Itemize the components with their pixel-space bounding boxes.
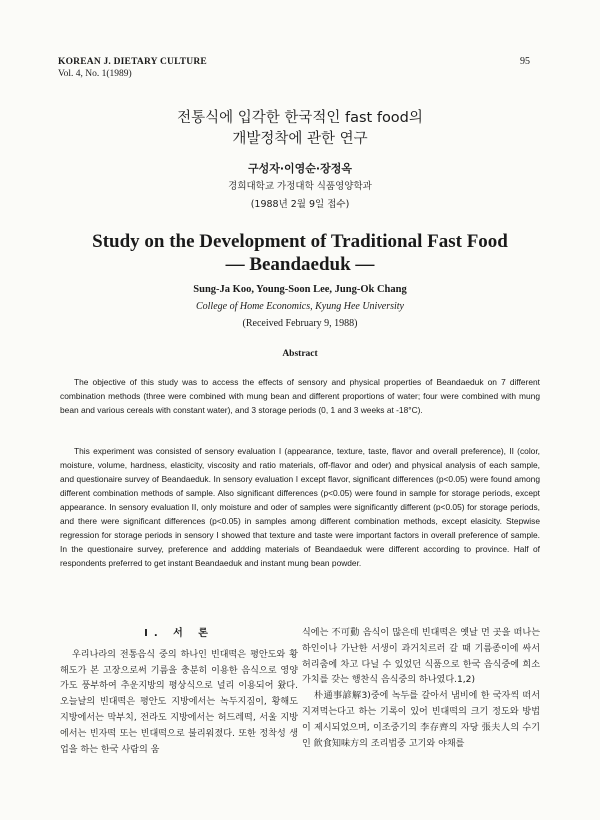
korean-title <box>0 108 600 150</box>
english-title-line1: Study on the Development of Traditional Fast Food <box>92 231 508 252</box>
section-heading-introduction: I. 서 론 <box>144 628 214 639</box>
english-authors: Sung-Ja Koo, Young-Soon Lee, Jung-Ok Chang <box>193 284 407 295</box>
abstract-paragraph-1: The objective of this study was to access the effects of sensory and physical properties of Beandaeduk on 7 different combination methods (three were combined with mung bean and different proportions of water; four were combined with mung bean and various cereals with constant water), and 3 storage periods (0, 1 and 3 weeks at -18°C). <box>60 377 540 415</box>
korean-title-line1: 전통식에 입각한 한국적인 fast food의 <box>177 110 423 126</box>
journal-header <box>58 56 207 80</box>
page-number: 95 <box>520 56 530 67</box>
english-affiliation: College of Home Economics, Kyung Hee University <box>195 301 404 312</box>
body-paragraph: 우리나라의 전통음식 중의 하나인 빈대떡은 평안도와 황해도가 본 고장으로써 기름을 충분히 이용한 음식으로 영양가도 풍부하여 추운지방의 평상식으로 널리 이용되어 왔다. 오늘날의 빈대떡은 평안도 지방에서는 녹두지짐이, 황해도 지방에서는 막부치, 전라도 지방에서는 허드레떡, 서울 지방에서는 빈자떡 또는 빈대떡으로 불리워졌다. 또한 정착성 생업을 하는 한국 사람의 움 <box>60 649 298 755</box>
body-column-left <box>60 626 298 758</box>
body-paragraph: 식에는 不可動 음식이 많은데 빈대떡은 옛날 먼 곳을 떠나는 하인이나 가난한 서생이 과거치르러 갈 때 기름종이에 싸서 허리춤에 차고 다닐 수 있었던 식품으로 한국 음식중에 희소가치를 갖는 행찬식 음식중의 하나였다.1,2) <box>302 628 540 686</box>
korean-affiliation: 경희대학교 가정대학 식품영양학과 <box>228 181 372 192</box>
journal-name: KOREAN J. DIETARY CULTURE <box>58 57 207 67</box>
english-title-line2: — Beandaeduk — <box>225 254 375 275</box>
korean-title-line2: 개발정착에 관한 연구 <box>232 131 368 147</box>
korean-received-date: (1988년 2월 9일 접수) <box>250 199 350 210</box>
abstract-paragraph-2: This experiment was consisted of sensory evaluation I (appearance, texture, taste, flavor and overall preference), II (color, moisture, volume, hardness, elasticity, viscosity and ratio materials, off-flavor and oder) and physical analysis of each sample, and questionaire survey of Beandaeduk. In sensory evaluation I except flavor, significant differences (p<0.05) were found among different combination methods of sample. Also significant differences (p<0.05) were found in sample for storage periods, except appearance. In sensory evaluation II, only moisture and oder of samples were significantly different (p<0.05) for storage periods, and there were significant differences (p<0.05) in samples among different combination methods, except elasicity. Stepwise regression for storage periods in sensory I showed that texture and taste were important factors in overall preference of sample. In the questionaire survey, preference and addding materials of Beandaeduk were different according to province. Half of respondents preferred to get instant Beandaeduk and instant mung bean powder. <box>60 446 540 568</box>
abstract-heading: Abstract <box>282 349 318 359</box>
journal-volume: Vol. 4, No. 1(1989) <box>58 69 132 79</box>
body-paragraph: 朴通事諺解3)중에 녹두를 갈아서 냄비에 한 국자씩 떠서 지져먹는다고 하는 기록이 있어 빈대떡의 크기 정도와 방법이 제시되었으며, 이조중기의 李存齊의 자당 張夫人의 수기인 飮食知味方의 조리법중 고기와 야채를 <box>302 691 540 749</box>
english-received-date: (Received February 9, 1988) <box>242 318 358 329</box>
korean-authors: 구성자·이영순·장정옥 <box>248 162 352 175</box>
english-title <box>0 230 600 276</box>
body-column-right <box>302 626 540 752</box>
